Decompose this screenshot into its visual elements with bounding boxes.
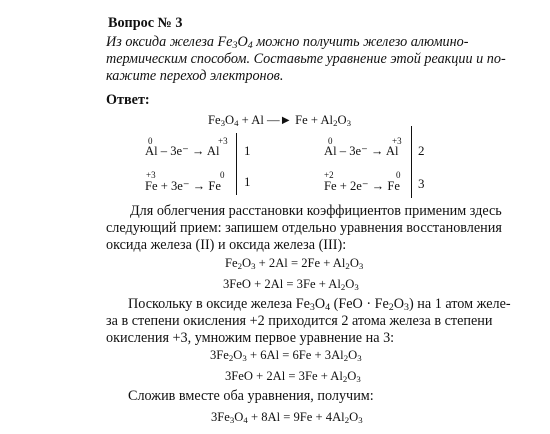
- paragraph-line: Поскольку в оксиде железа $Fe_3O_4$ $(FeO \cdot Fe_2O_3)$ на 1 атом желе-: [128, 296, 511, 313]
- ox-state: 0: [220, 170, 225, 180]
- scheme-divider: [411, 126, 412, 198]
- ox-state: +3: [146, 170, 156, 180]
- equation: $3FeO + 2Al = 3Fe + Al_2O_3$: [223, 277, 359, 292]
- paragraph-line: Сложив вместе оба уравнения, получим:: [128, 388, 374, 404]
- main-equation: $Fe_3O_4 + Al$ —► $Fe + Al_2O_3$: [208, 113, 351, 128]
- half-reaction-fe: Fe + 3e⁻ → Fe: [145, 179, 222, 193]
- equation: $Fe_2O_3 + 2Al = 2Fe + Al_2O_3$: [225, 256, 364, 271]
- coefficient: 1: [244, 174, 251, 189]
- ox-state: +2: [324, 170, 334, 180]
- ox-state: +3: [218, 136, 228, 146]
- question-line-2: термическим способом. Составьте уравнение этой реакции и по-: [106, 51, 506, 67]
- paragraph-line: оксида железа (II) и оксида железа (III):: [106, 237, 347, 253]
- answer-label: Ответ:: [106, 92, 150, 108]
- equation: $3FeO + 2Al = 3Fe + Al_2O_3$: [225, 369, 361, 384]
- coefficient: 3: [418, 176, 425, 191]
- question-line-3: кажите переход электронов.: [106, 68, 284, 84]
- paragraph-line: следующий прием: запишем отдельно уравнения восстановления: [106, 220, 502, 236]
- final-equation: $3Fe_3O_4 + 8Al = 9Fe + 4Al_2O_3$: [211, 410, 363, 425]
- equation: $3Fe_2O_3 + 6Al = 6Fe + 3Al_2O_3$: [210, 348, 362, 363]
- half-reaction-fe: Fe + 2e⁻ → Fe: [324, 179, 401, 193]
- ox-state: 0: [148, 136, 153, 146]
- scheme-divider: [236, 133, 237, 195]
- paragraph-line: окисления +3, умножим первое уравнение на 3:: [106, 330, 395, 346]
- paragraph-line: Для облегчения расстановки коэффициентов применим здесь: [130, 203, 502, 219]
- half-reaction-al: Al – 3e⁻ → Al: [324, 144, 399, 158]
- ox-state: +3: [392, 136, 402, 146]
- coefficient: 2: [418, 143, 425, 158]
- ox-state: 0: [396, 170, 401, 180]
- ox-state: 0: [328, 136, 333, 146]
- half-reaction-al: Al – 3e⁻ → Al: [145, 144, 220, 158]
- coefficient: 1: [244, 143, 251, 158]
- paragraph-line: за в степени окисления +2 приходится 2 атома железа в степени: [106, 313, 493, 329]
- question-title: Вопрос № 3: [108, 15, 183, 31]
- question-line-1: Из оксида железа $Fe_3O_4$ можно получить железо алюмино-: [106, 34, 469, 51]
